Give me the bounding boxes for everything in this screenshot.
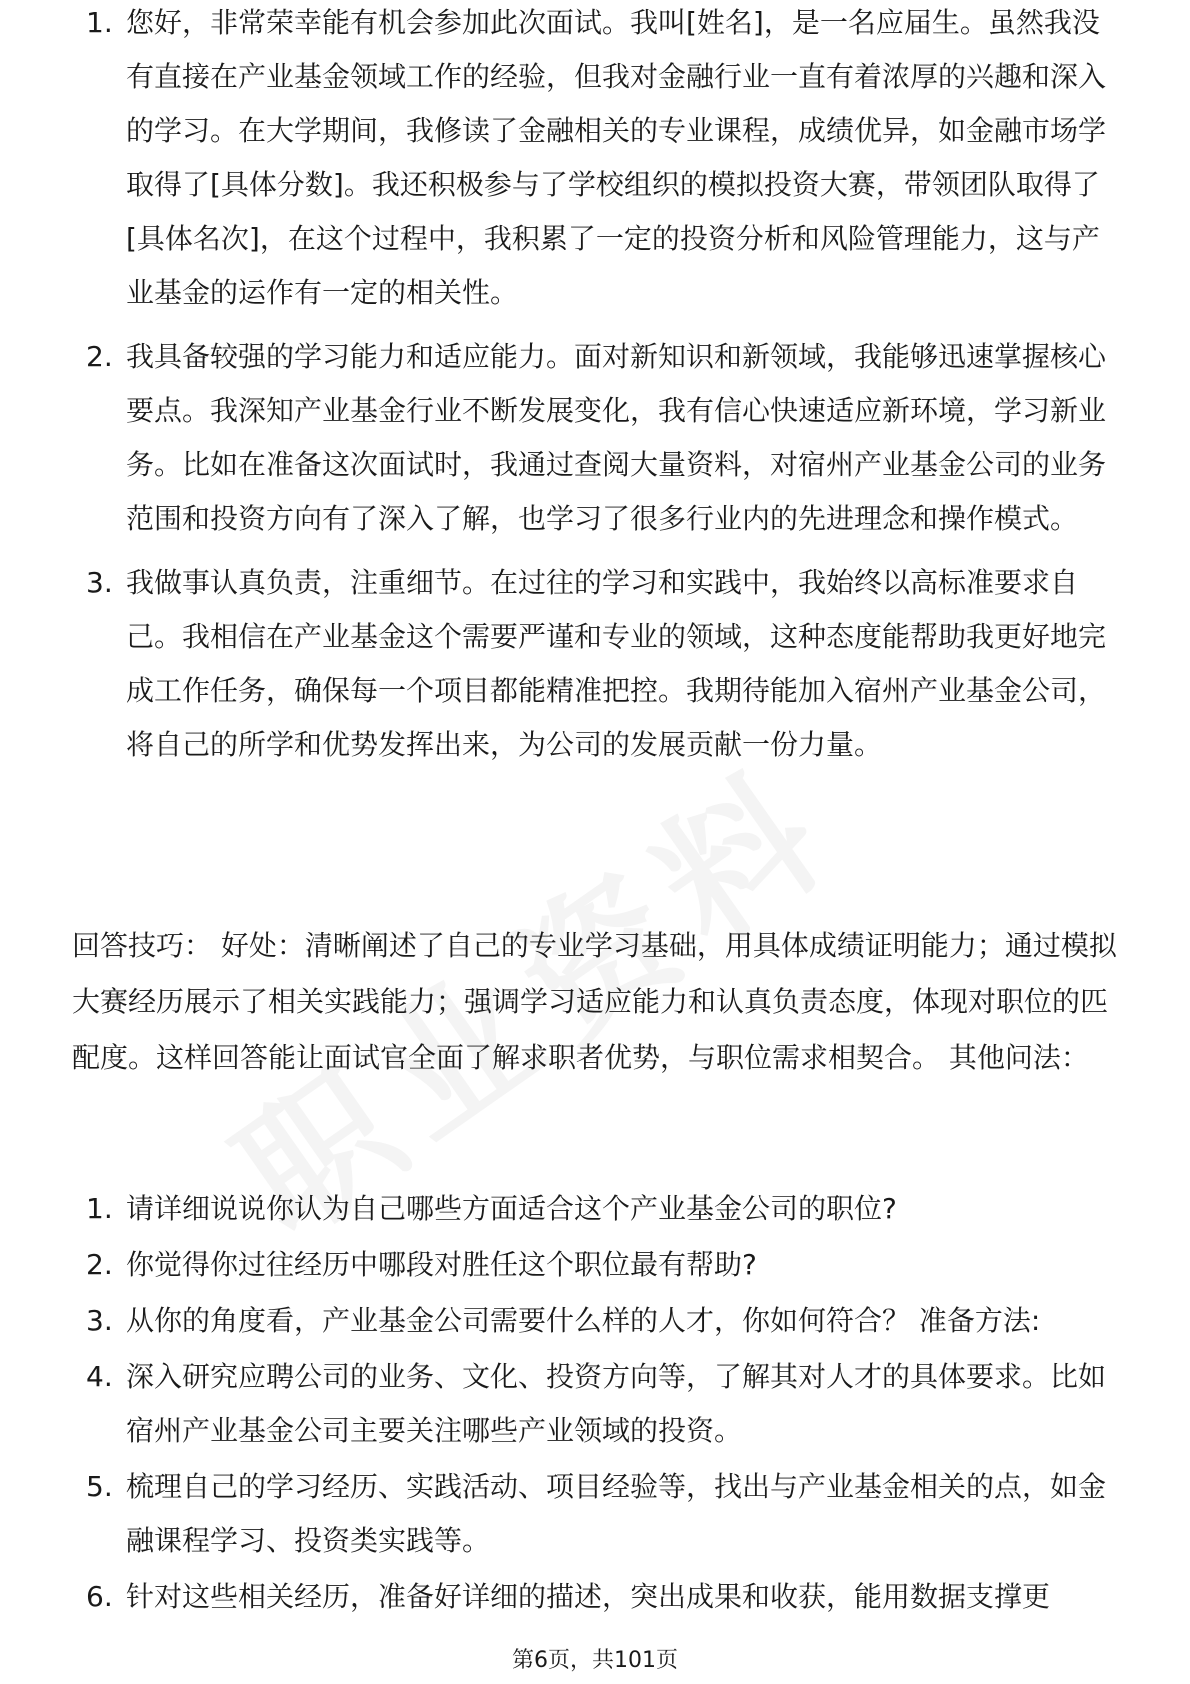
list-item-text: 深入研究应聘公司的业务、文化、投资方向等，了解其对人才的具体要求。比如宿州产业基金公司主要关注哪些产业领域的投资。: [126, 1360, 1107, 1447]
alternative-questions-list: [86, 1182, 1126, 1626]
list-item-number: 3.: [86, 566, 113, 599]
list-item-number: 1.: [86, 1192, 113, 1225]
list-item-number: 2.: [86, 340, 113, 373]
list-item-text: 请详细说说你认为自己哪些方面适合这个产业基金公司的职位?: [126, 1192, 897, 1225]
list-item-text: 你觉得你过往经历中哪段对胜任这个职位最有帮助?: [126, 1248, 757, 1281]
tips-paragraph: 回答技巧： 好处：清晰阐述了自己的专业学习基础，用具体成绩证明能力；通过模拟大赛经历展示了相关实践能力；强调学习适应能力和认真负责态度，体现对职位的匹配度。这样回答能让面试官全面了解求职者优势，与职位需求相契合。 其他问法：: [72, 929, 1117, 1074]
list-item: [86, 1460, 1126, 1568]
list-item: [86, 0, 1126, 320]
list-item: [86, 1350, 1126, 1458]
list-item-number: 4.: [86, 1360, 113, 1393]
list-item: [86, 330, 1126, 546]
page-footer: 第6页，共101页: [512, 1648, 678, 1673]
answer-list: [86, 6, 1126, 782]
list-item-text: 您好，非常荣幸能有机会参加此次面试。我叫[姓名]，是一名应届生。虽然我没有直接在产业基金领域工作的经验，但我对金融行业一直有着浓厚的兴趣和深入的学习。在大学期间，我修读了金融相关的专业课程，成绩优异，如金融市场学取得了[具体分数]。我还积极参与了学校组织的模拟投资大赛，带领团队取得了[具体名次]，在这个过程中，我积累了一定的投资分析和风险管理能力，这与产业基金的运作有一定的相关性。: [126, 6, 1107, 309]
list-item-text: 从你的角度看，产业基金公司需要什么样的人才，你如何符合？ 准备方法:: [126, 1304, 1041, 1337]
list-item: [86, 1570, 1126, 1624]
list-item: [86, 1238, 1126, 1292]
list-item: [86, 1182, 1126, 1236]
list-item: [86, 1294, 1126, 1348]
list-item-text: 我具备较强的学习能力和适应能力。面对新知识和新领域，我能够迅速掌握核心要点。我深知产业基金行业不断发展变化，我有信心快速适应新环境，学习新业务。比如在准备这次面试时，我通过查阅大量资料，对宿州产业基金公司的业务范围和投资方向有了深入了解，也学习了很多行业内的先进理念和操作模式。: [126, 340, 1107, 535]
list-item: [86, 556, 1126, 772]
list-item-text: 我做事认真负责，注重细节。在过往的学习和实践中，我始终以高标准要求自己。我相信在产业基金这个需要严谨和专业的领域，这种态度能帮助我更好地完成工作任务，确保每一个项目都能精准把控。我期待能加入宿州产业基金公司，将自己的所学和优势发挥出来，为公司的发展贡献一份力量。: [126, 566, 1107, 761]
list-item-number: 1.: [86, 6, 113, 39]
list-item-number: 5.: [86, 1470, 113, 1503]
list-item-text: 针对这些相关经历，准备好详细的描述，突出成果和收获，能用数据支撑更: [126, 1580, 1051, 1613]
list-item-number: 2.: [86, 1248, 113, 1281]
list-item-number: 6.: [86, 1580, 113, 1613]
list-item-text: 梳理自己的学习经历、实践活动、项目经验等，找出与产业基金相关的点，如金融课程学习、投资类实践等。: [126, 1470, 1107, 1557]
list-item-number: 3.: [86, 1304, 113, 1337]
